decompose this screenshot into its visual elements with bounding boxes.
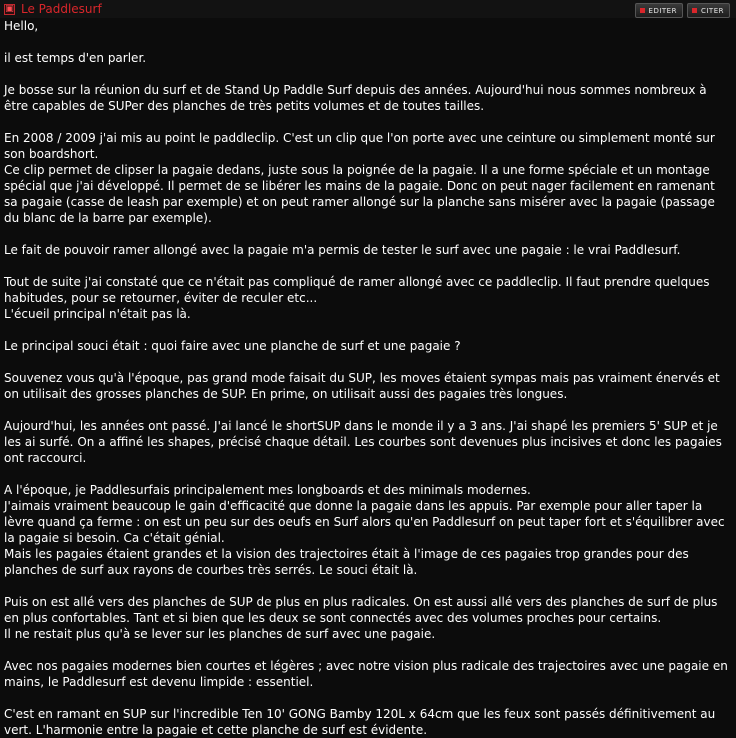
post-paragraph: Le principal souci était : quoi faire avec une planche de surf et une pagaie ? xyxy=(4,339,461,353)
post-title-text: Le Paddlesurf xyxy=(21,2,102,16)
post-header xyxy=(0,0,736,18)
post-body xyxy=(0,18,736,738)
post-paragraph: il est temps d'en parler. xyxy=(4,51,147,65)
edit-button-label: EDITER xyxy=(648,6,677,15)
post-paragraph: A l'époque, je Paddlesurfais principalement mes longboards et des minimals modernes. J'aimais vraiment beaucoup le gain d'efficacité que donne la pagaie dans les appuis. Par exemple pour aller taper la lèvre quand ça ferme : on est un peu sur des oeufs en Surf alors qu'en Paddlesurf on peut taper fort et s'équilibrer avec la pagaie si besoin. Ca c'était génial. Mais les pagaies étaient grandes et la vision des trajectoires était à l'image de ces pagaies trop grandes pour des planches de surf aux rayons de courbes très serrés. Le souci était là. xyxy=(4,483,725,577)
quote-icon xyxy=(692,8,697,13)
post-paragraph: Puis on est allé vers des planches de SUP de plus en plus radicales. On est aussi allé vers des planches de surf de plus en plus confortables. Tant et si bien que les deux se sont connectés avec des volumes proches pour certains. Il ne restait plus qu'à se lever sur les planches de surf avec une pagaie. xyxy=(4,595,718,641)
post-paragraph: Je bosse sur la réunion du surf et de Stand Up Paddle Surf depuis des années. Aujourd'hui nous sommes nombreux à être capables de SUPer des planches de très petits volumes et de toutes tailles. xyxy=(4,83,707,113)
post-paragraph: Avec nos pagaies modernes bien courtes et légères ; avec notre vision plus radicale des trajectoires avec une pagaie en mains, le Paddlesurf est devenu limpide : essentiel. xyxy=(4,659,728,689)
quote-button[interactable] xyxy=(687,3,730,18)
post-actions xyxy=(635,3,730,18)
post-paragraph: Souvenez vous qu'à l'époque, pas grand mode faisait du SUP, les moves étaient sympas mais pas vraiment énervés et on utilisait des grosses planches de SUP. En prime, on utilisait aussi des pagaies très longues. xyxy=(4,371,720,401)
edit-icon xyxy=(640,8,645,13)
collapse-toggle-icon[interactable]: ▣ xyxy=(5,3,14,14)
post-paragraph: Tout de suite j'ai constaté que ce n'était pas compliqué de ramer allongé avec ce paddleclip. Il faut prendre quelques habitudes, pour se retourner, éviter de reculer etc... L'écueil principal n'était pas là. xyxy=(4,275,710,321)
post-paragraph: Aujourd'hui, les années ont passé. J'ai lancé le shortSUP dans le monde il y a 3 ans. J'ai shapé les premiers 5' SUP et je les ai surfé. On a affiné les shapes, précisé chaque détail. Les courbes sont devenues plus incisives et donc les pagaies ont raccourci. xyxy=(4,419,722,465)
quote-button-label: CITER xyxy=(700,6,724,15)
post-title xyxy=(4,1,102,17)
post-paragraph: En 2008 / 2009 j'ai mis au point le paddleclip. C'est un clip que l'on porte avec une ceinture ou simplement monté sur son boardshort. Ce clip permet de clipser la pagaie dedans, juste sous la poignée de la pagaie. Il a une forme spéciale et un montage spécial que j'ai développé. Il permet de se libérer les mains de la pagaie. Donc on peut nager facilement en ramenant sa pagaie (casse de leash par exemple) et on peut ramer allongé sur la planche sans misérer avec la pagaie (passage du blanc de la barre par exemple). xyxy=(4,131,715,225)
edit-button[interactable] xyxy=(635,3,683,18)
post-paragraph: C'est en ramant en SUP sur l'incredible Ten 10' GONG Bamby 120L x 64cm que les feux sont passés définitivement au vert. L'harmonie entre la pagaie et cette planche de surf est évidente. xyxy=(4,707,716,737)
post-paragraph: Le fait de pouvoir ramer allongé avec la pagaie m'a permis de tester le surf avec une pagaie : le vrai Paddlesurf. xyxy=(4,243,681,257)
post-paragraph: Hello, xyxy=(4,19,39,33)
